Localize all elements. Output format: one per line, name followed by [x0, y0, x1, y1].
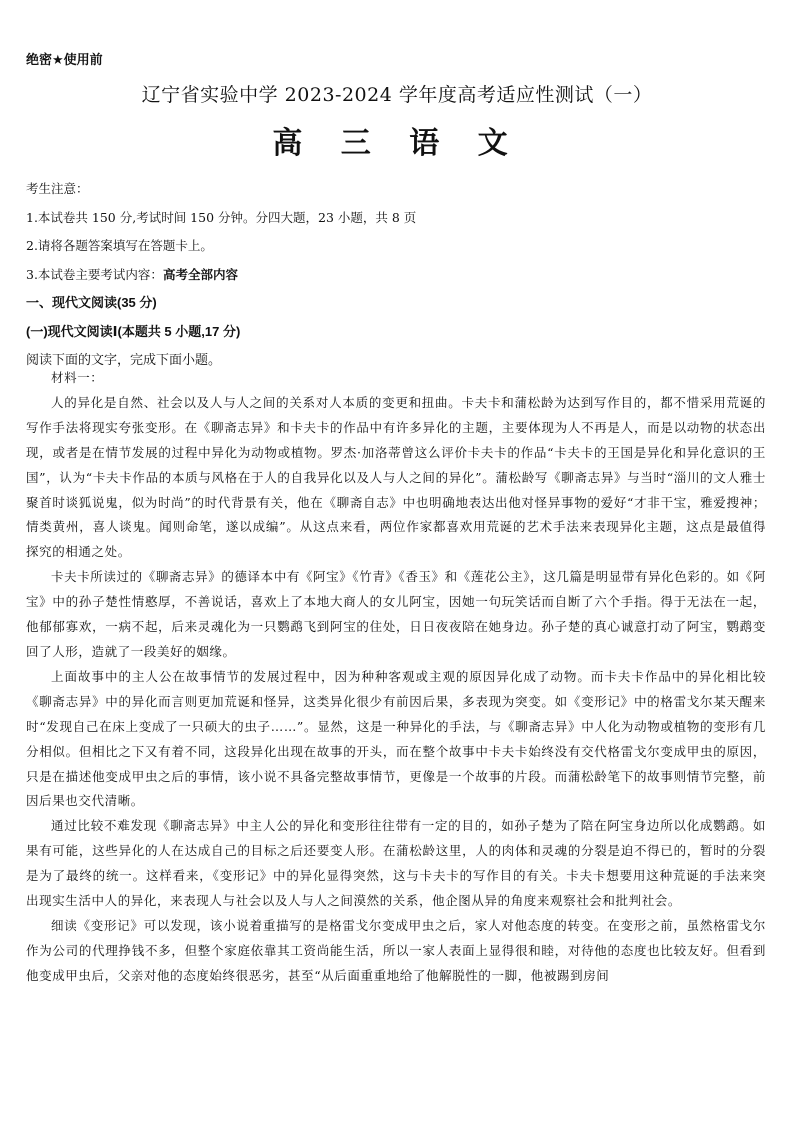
- notes-item-2: 2.请将各题答案填写在答题卡上。: [26, 238, 213, 253]
- exam-notes: [26, 175, 766, 375]
- section-subtitle: (一)现代文阅读Ⅰ(本题共 5 小题,17 分): [26, 323, 241, 339]
- notes-item-3-prefix: 3.本试卷主要考试内容：: [26, 266, 163, 282]
- passage-paragraph: 卡夫卡所读过的《聊斋志异》的德译本中有《阿宝》《竹青》《香玉》和《莲花公主》，这几篇是明显带有异化色彩的。如《阿宝》中的孙子楚性情憨厚，不善说话，喜欢上了本地大商人的女儿阿宝，因她一句玩笑话而自断了六个手指。得于无法在一起，他郁郁寡欢，一病不起，后来灵魂化为一只鹦鹉飞到阿宝的住处，日日夜夜陪在她身边。孙子楚的真心诚意打动了阿宝，鹦鹉变回了人形，造就了一段美好的姻缘。: [26, 569, 766, 659]
- passage-paragraph: 人的异化是自然、社会以及人与人之间的关系对人本质的变更和扭曲。卡夫卡和蒲松龄为达到写作目的，都不惜采用荒诞的写作手法将现实夸张变形。在《聊斋志异》和卡夫卡的作品中有许多异化的主题，主要体现为人不再是人，而是以动物的状态出现，或者是在情节发展的过程中异化为动物或植物。罗杰·加洛蒂曾这么评价卡夫卡的作品“卡夫卡的王国是异化和异化意识的王国”，认为“卡夫卡作品的本质与风格在于人的自我异化以及人与人之间的异化”。蒲松龄写《聊斋志异》与当时“淄川的文人雅士聚首时谈狐说鬼，似为时尚”的时代背景有关，他在《聊斋自志》中也明确地表达出他对怪异事物的爱好“才非干宝，雅爱搜神；情类黄州，喜人谈鬼。闻则命笔，遂以成编”。从这点来看，两位作家都喜欢用荒诞的艺术手法来表现异化主题，这点是最值得探究的相通之处。: [26, 394, 766, 560]
- notes-item-1: 1.本试卷共 150 分,考试时间 150 分钟。分四大题，23 小题，共 8 页: [26, 209, 417, 225]
- section-title: 一、现代文阅读(35 分): [26, 295, 157, 310]
- reading-instruction: 阅读下面的文字，完成下面小题。: [26, 352, 222, 367]
- exam-title: 辽宁省实验中学 2023-2024 学年度高考适应性测试（一）: [141, 84, 653, 106]
- confidential-label: 绝密★使用前: [26, 52, 103, 67]
- reading-passage: [26, 366, 766, 989]
- passage-paragraph: 细读《变形记》可以发现，该小说着重描写的是格雷戈尔变成甲虫之后，家人对他态度的转变。在变形之前，虽然格雷戈尔作为公司的代理挣钱不多，但整个家庭依靠其工资尚能生活，所以一家人表面上显得很和睦，对待他的态度也比较友好。但看到他变成甲虫后，父亲对他的态度始终很恶劣，甚至“从后面重重地给了他解脱性的一脚，他被踢到房间: [26, 917, 766, 983]
- material-label: 材料一：: [51, 370, 104, 385]
- subject-title: 高 三 语 文: [272, 126, 522, 161]
- notes-item-3-bold: 高考全部内容: [162, 266, 238, 282]
- passage-paragraph: 上面故事中的主人公在故事情节的发展过程中，因为种种客观或主观的原因异化成了动物。而卡夫卡作品中的异化相比较《聊斋志异》中的异化而言则更加荒诞和怪异，这类异化很少有前因后果，多表现为突变。如《变形记》中的格雷戈尔某天醒来时“发现自己在床上变成了一只硕大的虫子……”。显然，这是一种异化的手法，与《聊斋志异》中人化为动物或植物的变形有几分相似。但相比之下又有着不同，这段异化出现在故事的开头，而在整个故事中卡夫卡始终没有交代格雷戈尔变成甲虫的原因，只是在描述他变成甲虫之后的事情，该小说不具备完整故事情节，更像是一个故事的片段。而蒲松龄笔下的故事则情节完整，前因后果也交代清晰。: [26, 668, 766, 809]
- notes-heading: 考生注意：: [26, 181, 89, 196]
- passage-paragraph: 通过比较不难发现《聊斋志异》中主人公的异化和变形往往带有一定的目的，如孙子楚为了陪在阿宝身边所以化成鹦鹉。如果有可能，这些异化的人在达成自己的目标之后还要变人形。在蒲松龄这里，人的肉体和灵魂的分裂是迫不得已的，暂时的分裂是为了最终的统一。这样看来，《变形记》中的异化显得突然，这与卡夫卡的写作目的有关。卡夫卡想要用这种荒诞的手法来突出现实生活中人的异化，来表现人与社会以及人与人之间漠然的关系，他企图从异的角度来观察社会和批判社会。: [26, 818, 766, 909]
- notes-item-3: [26, 261, 766, 290]
